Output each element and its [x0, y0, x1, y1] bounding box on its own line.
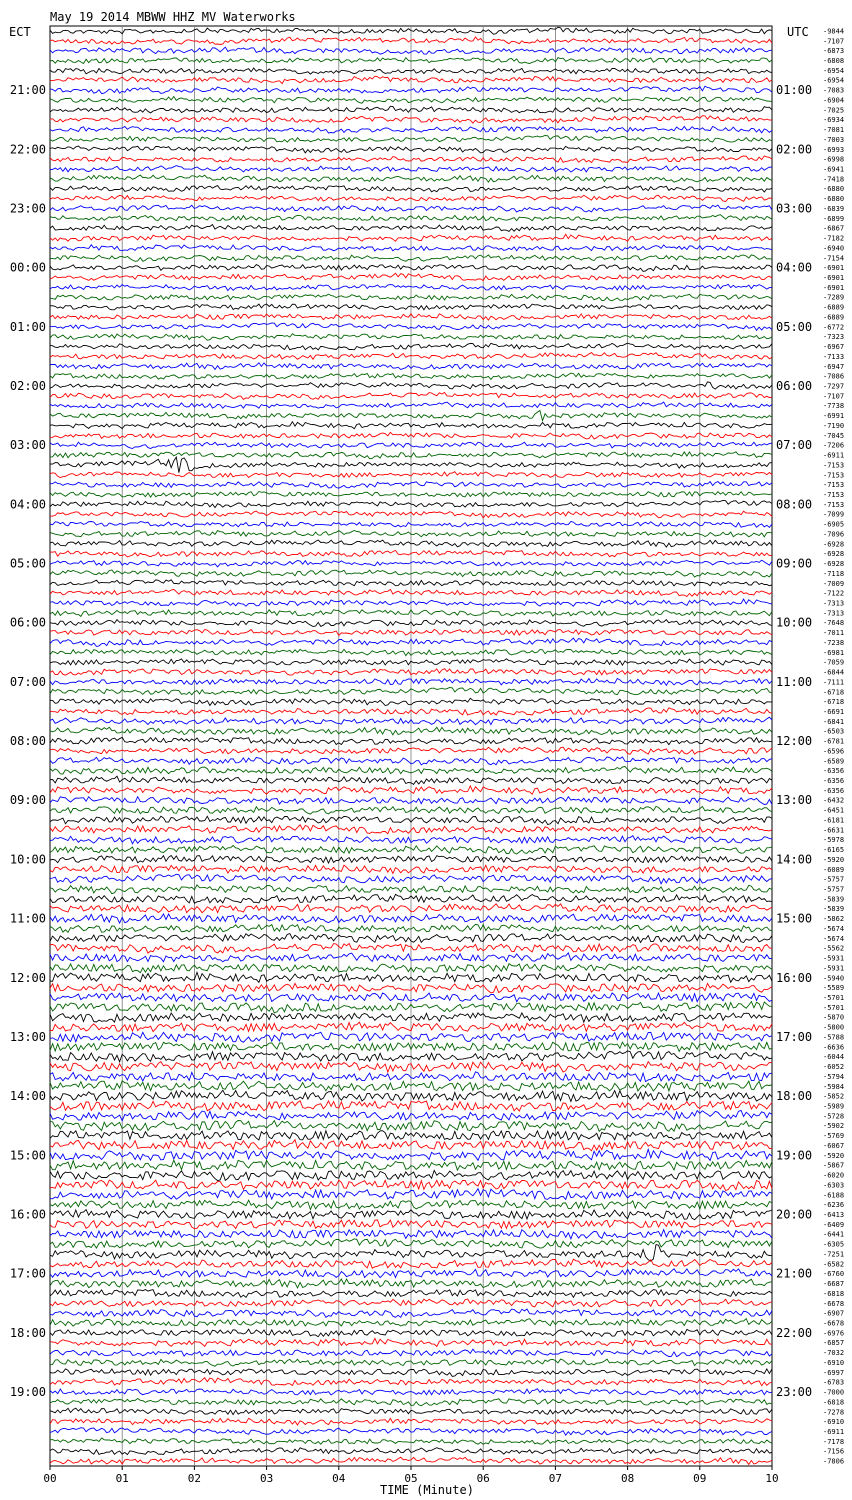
row-offset-label: -7153: [823, 471, 845, 480]
row-offset-label: -6067: [823, 1141, 845, 1150]
left-hour-label: 02:00: [9, 379, 46, 393]
row-offset-label: -5800: [823, 1023, 845, 1032]
row-offset-label: -6165: [823, 846, 845, 855]
row-offset-label: -6188: [823, 1191, 845, 1200]
row-offset-label: -5839: [823, 895, 845, 904]
row-offset-label: -6582: [823, 1260, 845, 1269]
x-tick-label: 06: [476, 1472, 490, 1485]
left-hour-label: 08:00: [9, 734, 46, 749]
row-offset-label: -6954: [823, 76, 845, 85]
row-offset-label: -6934: [823, 116, 845, 125]
row-offset-label: -6928: [823, 560, 845, 569]
row-offset-label: -7000: [823, 1388, 845, 1397]
left-hour-label: 21:00: [9, 83, 46, 98]
row-offset-label: -5978: [823, 836, 845, 845]
right-hour-label: 14:00: [776, 852, 813, 867]
row-offset-label: -5920: [823, 1151, 845, 1160]
right-hour-label: 21:00: [776, 1266, 813, 1281]
row-offset-label: -5984: [823, 1082, 845, 1091]
row-offset-label: -7122: [823, 589, 845, 598]
row-offset-label: -6044: [823, 1053, 845, 1062]
row-offset-label: -6678: [823, 1319, 845, 1328]
row-offset-label: -6899: [823, 214, 845, 223]
row-offset-label: -5701: [823, 1003, 845, 1012]
row-offset-label: -7118: [823, 569, 845, 578]
row-offset-label: -6818: [823, 1398, 845, 1407]
row-offset-label: -7156: [823, 1447, 845, 1456]
left-hour-label: 19:00: [9, 1385, 46, 1400]
row-offset-label: -6432: [823, 796, 845, 805]
row-offset-label: -7153: [823, 481, 845, 490]
row-offset-label: -6941: [823, 165, 845, 174]
row-offset-label: -6691: [823, 707, 845, 716]
row-offset-label: -6678: [823, 1299, 845, 1308]
row-offset-label: -7206: [823, 441, 845, 450]
row-offset-label: -7153: [823, 500, 845, 509]
row-offset-label: -6997: [823, 1368, 845, 1377]
left-hour-label: 18:00: [9, 1325, 46, 1340]
row-offset-label: -5862: [823, 915, 845, 924]
x-tick-label: 01: [115, 1472, 129, 1485]
row-offset-label: -6911: [823, 1427, 845, 1436]
row-offset-label: -7099: [823, 510, 845, 519]
left-hour-label: 06:00: [9, 615, 46, 630]
row-offset-label: -5757: [823, 885, 845, 894]
right-hour-label: 02:00: [776, 142, 813, 157]
right-hour-label: 23:00: [776, 1385, 813, 1400]
row-offset-label: -7251: [823, 1250, 845, 1259]
x-tick-label: 08: [620, 1472, 635, 1485]
row-offset-label: -6954: [823, 66, 845, 75]
row-offset-label: -6181: [823, 816, 845, 825]
row-offset-label: -6020: [823, 1171, 845, 1180]
row-offset-label: -7045: [823, 431, 845, 440]
minute-gridlines: [122, 26, 700, 1466]
left-hour-label: 22:00: [9, 142, 46, 157]
x-tick-label: 10: [765, 1472, 779, 1485]
left-hour-label: 09:00: [9, 793, 46, 808]
row-offset-label: -6889: [823, 313, 845, 322]
row-offset-label: -6911: [823, 451, 845, 460]
row-offset-label: -7107: [823, 392, 845, 401]
row-offset-label: -6631: [823, 826, 845, 835]
row-offset-label: -6967: [823, 343, 845, 352]
row-offset-label: -6760: [823, 1270, 845, 1279]
row-offset-label: -6910: [823, 1418, 845, 1427]
chart-title: May 19 2014 MBWW HHZ MV Waterworks: [50, 10, 296, 24]
x-tick-label: 03: [259, 1472, 274, 1485]
row-offset-label: -7154: [823, 254, 845, 263]
row-offset-label: -7182: [823, 234, 845, 243]
row-offset-label: -7096: [823, 530, 845, 539]
x-axis-label: TIME (Minute): [380, 1483, 474, 1497]
row-offset-label: -6928: [823, 540, 845, 549]
row-offset-label: -7059: [823, 658, 845, 667]
row-offset-label: -6889: [823, 303, 845, 312]
right-hour-label: 01:00: [776, 83, 813, 98]
row-offset-label: -5674: [823, 924, 845, 933]
right-hour-label: 16:00: [776, 970, 813, 985]
row-offset-label: -5589: [823, 984, 845, 993]
row-offset-label: -6818: [823, 1289, 845, 1298]
row-offset-label: -6305: [823, 1240, 845, 1249]
left-hour-label: 16:00: [9, 1207, 46, 1222]
row-offset-label: -5701: [823, 994, 845, 1003]
row-offset-label: -5920: [823, 855, 845, 864]
row-offset-label: -6589: [823, 757, 845, 766]
x-tick-label: 09: [693, 1472, 707, 1485]
row-offset-label: -6356: [823, 767, 845, 776]
left-hour-labels: [10, 83, 46, 1399]
row-offset-label: -6844: [823, 668, 845, 677]
row-offset-label: -7083: [823, 86, 845, 95]
right-hour-label: 12:00: [776, 734, 813, 749]
right-hour-label: 05:00: [776, 319, 813, 334]
row-offset-label: -5674: [823, 934, 845, 943]
row-offset-label: -6808: [823, 57, 845, 66]
row-offset-label: -5562: [823, 944, 845, 953]
left-hour-label: 12:00: [9, 970, 46, 985]
right-hour-label: 22:00: [776, 1325, 813, 1340]
row-offset-label: -6089: [823, 865, 845, 874]
row-offset-label: -6718: [823, 698, 845, 707]
x-axis-ticks: [43, 1466, 778, 1485]
row-offset-label: -5940: [823, 974, 845, 983]
row-offset-label: -5989: [823, 1102, 845, 1111]
left-hour-label: 11:00: [9, 911, 46, 926]
row-offset-label: -7278: [823, 1408, 845, 1417]
row-offset-label: -6901: [823, 264, 845, 273]
row-offset-label: -6841: [823, 717, 845, 726]
row-offset-label: -7323: [823, 333, 845, 342]
row-offset-labels: [823, 27, 844, 1465]
row-offset-label: -6236: [823, 1201, 845, 1210]
left-hour-label: 15:00: [9, 1148, 46, 1163]
row-offset-label: -6976: [823, 1329, 845, 1338]
row-offset-label: -5757: [823, 875, 845, 884]
row-offset-label: -5867: [823, 1161, 845, 1170]
row-offset-label: -5788: [823, 1033, 845, 1042]
right-hour-label: 17:00: [776, 1029, 813, 1044]
right-hour-label: 07:00: [776, 438, 813, 453]
x-tick-label: 00: [43, 1472, 57, 1485]
row-offset-label: -7086: [823, 372, 845, 381]
row-offset-label: -5931: [823, 964, 845, 973]
row-offset-label: -6873: [823, 47, 845, 56]
row-offset-label: -7153: [823, 461, 845, 470]
row-offset-label: -7418: [823, 175, 845, 184]
row-offset-label: -5728: [823, 1112, 845, 1121]
row-offset-label: -6783: [823, 1378, 845, 1387]
row-offset-label: -6857: [823, 1339, 845, 1348]
left-hour-label: 17:00: [9, 1266, 46, 1281]
row-offset-label: -5870: [823, 1013, 845, 1022]
row-offset-label: -7153: [823, 490, 845, 499]
x-tick-label: 05: [404, 1472, 418, 1485]
row-offset-label: -6880: [823, 185, 845, 194]
right-timezone-label: UTC: [787, 25, 809, 39]
right-hour-label: 20:00: [776, 1207, 813, 1222]
row-offset-label: -7133: [823, 352, 845, 361]
row-offset-label: -6409: [823, 1220, 845, 1229]
row-offset-label: -6596: [823, 747, 845, 756]
left-hour-label: 10:00: [9, 852, 46, 867]
row-offset-label: -6905: [823, 520, 845, 529]
row-offset-label: -6451: [823, 806, 845, 815]
row-offset-label: -6687: [823, 1280, 845, 1289]
row-offset-label: -7111: [823, 678, 845, 687]
left-hour-label: 07:00: [9, 674, 46, 689]
row-offset-label: -6880: [823, 195, 845, 204]
row-offset-label: -7009: [823, 579, 845, 588]
row-offset-label: -6503: [823, 727, 845, 736]
right-hour-label: 11:00: [776, 674, 813, 689]
row-offset-label: -9844: [823, 27, 845, 36]
row-offset-label: -6839: [823, 204, 845, 213]
left-hour-label: 01:00: [9, 319, 46, 334]
row-offset-label: -6947: [823, 362, 845, 371]
row-offset-label: -6928: [823, 550, 845, 559]
row-offset-label: -6867: [823, 224, 845, 233]
right-hour-label: 09:00: [776, 556, 813, 571]
row-offset-label: -6901: [823, 283, 845, 292]
right-hour-label: 13:00: [776, 793, 813, 808]
row-offset-label: -5902: [823, 1122, 845, 1131]
row-offset-label: -7003: [823, 135, 845, 144]
row-offset-label: -7297: [823, 382, 845, 391]
left-hour-label: 04:00: [9, 497, 46, 512]
left-hour-label: 00:00: [9, 260, 46, 275]
right-hour-labels: [776, 83, 812, 1399]
right-hour-label: 03:00: [776, 201, 813, 216]
row-offset-label: -5852: [823, 1092, 845, 1101]
row-offset-label: -7313: [823, 599, 845, 608]
row-offset-label: -7178: [823, 1437, 845, 1446]
right-hour-label: 18:00: [776, 1089, 813, 1104]
row-offset-label: -7190: [823, 421, 845, 430]
right-hour-label: 15:00: [776, 911, 813, 926]
left-hour-label: 14:00: [9, 1089, 46, 1104]
row-offset-label: -7238: [823, 638, 845, 647]
row-offset-label: -6981: [823, 648, 845, 657]
row-offset-label: -7289: [823, 293, 845, 302]
right-hour-label: 19:00: [776, 1148, 813, 1163]
row-offset-label: -6781: [823, 737, 845, 746]
right-hour-label: 06:00: [776, 379, 813, 393]
right-hour-label: 08:00: [776, 497, 813, 512]
row-offset-label: -5931: [823, 954, 845, 963]
row-offset-label: -6940: [823, 244, 845, 253]
row-offset-label: -6904: [823, 96, 845, 105]
row-offset-label: -6991: [823, 412, 845, 421]
left-hour-label: 05:00: [9, 556, 46, 571]
row-offset-label: -6413: [823, 1210, 845, 1219]
left-timezone-label: ECT: [9, 25, 31, 39]
right-hour-label: 04:00: [776, 260, 813, 275]
row-offset-label: -7313: [823, 609, 845, 618]
right-hour-label: 10:00: [776, 615, 813, 630]
row-offset-label: -5769: [823, 1132, 845, 1141]
left-hour-label: 03:00: [9, 438, 46, 453]
row-offset-label: -6993: [823, 145, 845, 154]
row-offset-label: -6356: [823, 786, 845, 795]
row-offset-label: -7025: [823, 106, 845, 115]
row-offset-label: -7107: [823, 37, 845, 46]
x-tick-label: 07: [548, 1472, 563, 1485]
row-offset-label: -6907: [823, 1309, 845, 1318]
row-offset-label: -6901: [823, 274, 845, 283]
row-offset-label: -6303: [823, 1181, 845, 1190]
x-tick-label: 04: [332, 1472, 346, 1485]
x-tick-label: 02: [187, 1472, 202, 1485]
row-offset-label: -7738: [823, 402, 845, 411]
row-offset-label: -6052: [823, 1063, 845, 1072]
row-offset-label: -7032: [823, 1349, 845, 1358]
row-offset-label: -7081: [823, 126, 845, 135]
left-hour-label: 23:00: [9, 201, 46, 216]
row-offset-label: -6356: [823, 777, 845, 786]
row-offset-label: -6772: [823, 323, 845, 332]
row-offset-label: -6636: [823, 1043, 845, 1052]
row-offset-label: -6998: [823, 155, 845, 164]
row-offset-label: -7806: [823, 1457, 845, 1466]
row-offset-label: -5794: [823, 1072, 845, 1081]
left-hour-label: 13:00: [9, 1029, 46, 1044]
row-offset-label: -6718: [823, 688, 845, 697]
row-offset-label: -6441: [823, 1230, 845, 1239]
row-offset-label: -6910: [823, 1358, 845, 1367]
row-offset-label: -7011: [823, 629, 845, 638]
row-offset-label: -7648: [823, 619, 845, 628]
row-offset-label: -5839: [823, 905, 845, 914]
